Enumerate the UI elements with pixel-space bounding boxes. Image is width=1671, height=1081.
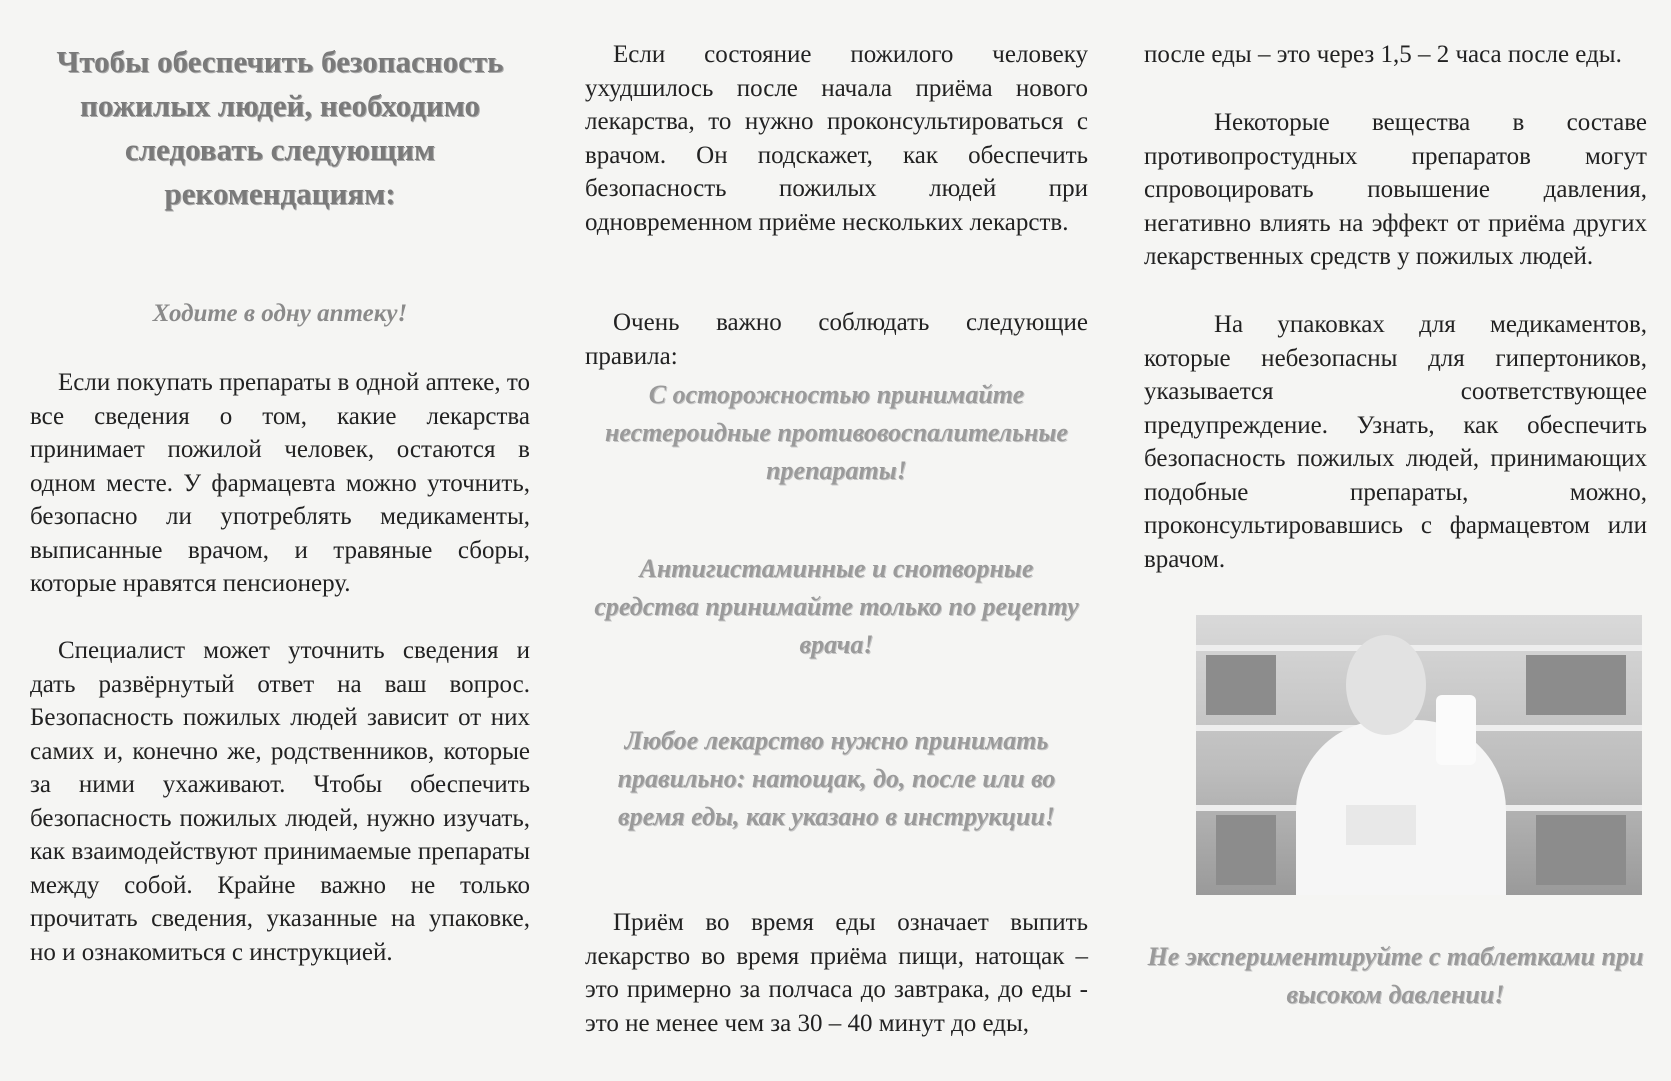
medicine-packet xyxy=(1346,805,1416,845)
pharmacist-photo xyxy=(1196,615,1642,895)
medicine-bottle xyxy=(1436,695,1476,765)
callout-nsaid: С осторожностью принимайте нестероидные противовоспалительные препараты! xyxy=(605,380,1068,485)
callout-no-experiments: Не экспериментируйте с таблетками при высоком давлении! xyxy=(1147,942,1644,1009)
paragraph-one-pharmacy: Если покупать препараты в одной аптеке, то все сведения о том, какие лекарства принимает пожилой человек, остаются в одном месте. У фармацевта можно уточнить, безопасно ли употреблять медикаменты, выписанные врачом, и травяные сборы, которые нравятся пенсионеру. xyxy=(30,369,530,597)
shelf-box xyxy=(1526,655,1626,715)
paragraph-rules-intro: Очень важно соблюдать следующие правила: xyxy=(585,309,1088,370)
shelf-box xyxy=(1216,815,1276,885)
leaflet-title: Чтобы обеспечить безопасность пожилых людей, необходимо следовать следующим рекомендациям: xyxy=(56,44,504,211)
paragraph-consult-doctor: Если состояние пожилого человеку ухудшилось после начала приёма нового лекарства, то нужно проконсультироваться с врачом. Он подскажет, как обеспечить безопасность пожилых людей при одновременном приёме нескольких лекарств. xyxy=(585,41,1088,236)
callout-take-correctly: Любое лекарство нужно принимать правильно: натощак, до, после или во время еды, как указано в инструкции! xyxy=(617,726,1056,831)
paragraph-cold-medicine: Некоторые вещества в составе противопростудных препаратов могут спровоцировать повышение давления, негативно влиять на эффект от приёма других лекарственных средств у пожилых людей. xyxy=(1144,109,1647,270)
pharmacist-head xyxy=(1346,635,1426,735)
paragraph-after-meal: после еды – это через 1,5 – 2 часа после еды. xyxy=(1144,41,1622,68)
shelf-box xyxy=(1206,655,1276,715)
paragraph-hypertension-warning: На упаковках для медикаментов, которые небезопасны для гипертоников, указывается соответствующее предупреждение. Узнать, как обеспечить безопасность пожилых людей, принимающих подобные препараты, можно, проконсультировавшись с фармацевтом или врачом. xyxy=(1144,311,1647,573)
tip-one-pharmacy: Ходите в одну аптеку! xyxy=(152,300,408,327)
callout-antihistamine: Антигистаминные и снотворные средства принимайте только по рецепту врача! xyxy=(594,554,1079,659)
shelf-box xyxy=(1536,815,1626,885)
paragraph-specialist: Специалист может уточнить сведения и дать развёрнутый ответ на ваш вопрос. Безопасность пожилых людей зависит от них самих и, конечно же, родственников, которые за ними ухаживают. Чтобы обеспечить безопасность пожилых людей, нужно изучать, как взаимодействуют принимаемые препараты между собой. Крайне важно не только прочитать сведения, указанные на упаковке, но и ознакомиться с инструкцией. xyxy=(30,637,530,966)
paragraph-meal-timing: Приём во время еды означает выпить лекарство во время приёма пищи, натощак – это примерно за полчаса до завтрака, до еды - это не менее чем за 30 – 40 минут до еды, xyxy=(585,909,1088,1037)
shelf-line xyxy=(1196,645,1642,651)
